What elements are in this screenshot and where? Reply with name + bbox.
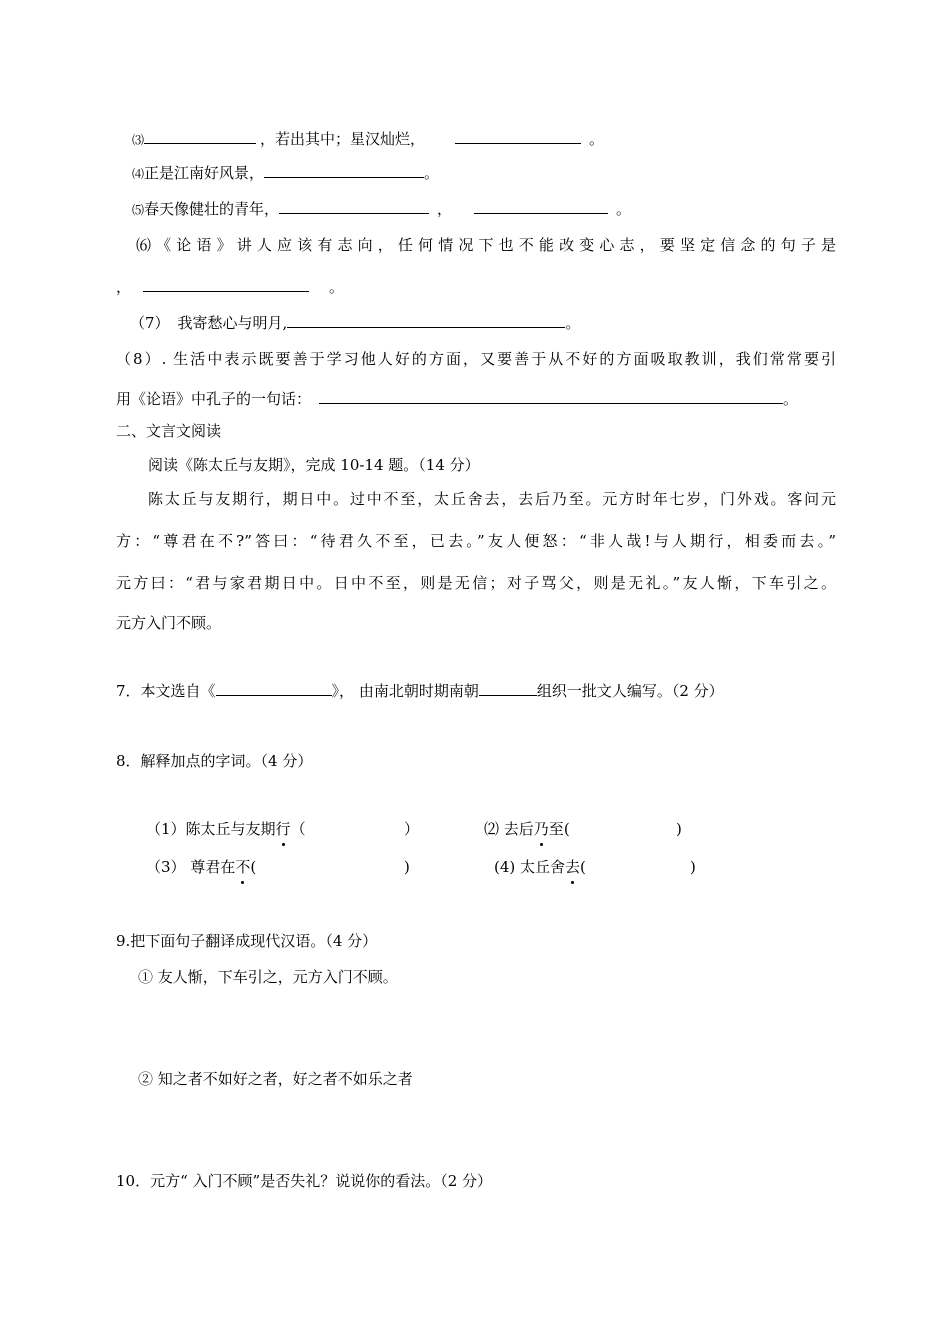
- question-8-title: 8．解释加点的字词。（4 分）: [116, 752, 313, 770]
- q8-item-1-close: ）: [404, 820, 420, 838]
- question-9-title: 9.把下面句子翻译成现代汉语。（4 分）: [116, 932, 378, 950]
- answer-blank[interactable]: [474, 198, 608, 214]
- fill-q8-answer: 用《论语》中孔子的一句话： 。: [116, 390, 799, 408]
- question-7: 7．本文选自《 》， 由南北朝时期南朝 组织一批文人编写。（2 分）: [116, 682, 724, 700]
- fill-q6-text: ⑹《论语》讲人应该有志向，任何情况下也不能改变心志，要坚定信念的句子是: [136, 236, 836, 254]
- answer-blank[interactable]: [144, 128, 256, 144]
- q8-item-4-close: ): [690, 858, 696, 876]
- fill-q3: ⑶ ，若出其中；星汉灿烂， 。: [132, 130, 605, 148]
- answer-blank[interactable]: [455, 128, 581, 144]
- fill-q5: ⑸春天像健壮的青年， ， 。: [132, 200, 632, 218]
- q9-sentence-2: ② 知之者不如好之者，好之者不如乐之者: [138, 1070, 413, 1088]
- answer-blank[interactable]: [479, 680, 537, 696]
- answer-blank[interactable]: [287, 312, 565, 328]
- q8-item-2-close: ): [676, 820, 682, 838]
- q9-sentence-1: ① 友人惭，下车引之，元方入门不顾。: [138, 968, 398, 986]
- reading-intro: 阅读《陈太丘与友期》，完成 10-14 题。（14 分）: [148, 456, 480, 474]
- passage-line: 元方入门不顾。: [116, 614, 222, 632]
- answer-blank[interactable]: [264, 162, 424, 178]
- fill-q8-text: （8）. 生活中表示既要善于学习他人好的方面，又要善于从不好的方面吸取教训，我们常常要引: [116, 350, 836, 368]
- q8-item-4: (4) 太丘舍去(: [494, 858, 586, 876]
- answer-blank[interactable]: [319, 388, 783, 404]
- q8-item-3-close: ): [404, 858, 410, 876]
- section-title: 二、文言文阅读: [116, 422, 222, 440]
- answer-blank[interactable]: [143, 276, 309, 292]
- fill-q4: ⑷正是江南好风景， 。: [132, 164, 440, 182]
- fill-q7: （7） 我寄愁心与明月, 。: [130, 314, 581, 332]
- q8-item-3: （3） 尊君在不(: [146, 858, 257, 876]
- fill-q6-answer: ， 。: [116, 278, 345, 296]
- q8-item-1: （1）陈太丘与友期行（: [146, 820, 306, 838]
- q8-item-2: ⑵ 去后乃至(: [484, 820, 570, 838]
- question-10-title: 10．元方“ 入门不顾”是否失礼？说说你的看法。（2 分）: [116, 1172, 493, 1190]
- passage-line: 陈太丘与友期行，期日中。过中不至，太丘舍去，去后乃至。元方时年七岁，门外戏。客问元: [148, 490, 836, 508]
- answer-blank[interactable]: [216, 680, 332, 696]
- answer-blank[interactable]: [279, 198, 429, 214]
- passage-line: 元方曰：“君与家君期日中。日中不至，则是无信；对子骂父，则是无礼。”友人惭，下车引之。: [116, 574, 836, 592]
- passage-line: 方：“尊君在不?”答曰：“待君久不至，已去。”友人便怒：“非人哉!与人期行，相委而去。”: [116, 532, 836, 550]
